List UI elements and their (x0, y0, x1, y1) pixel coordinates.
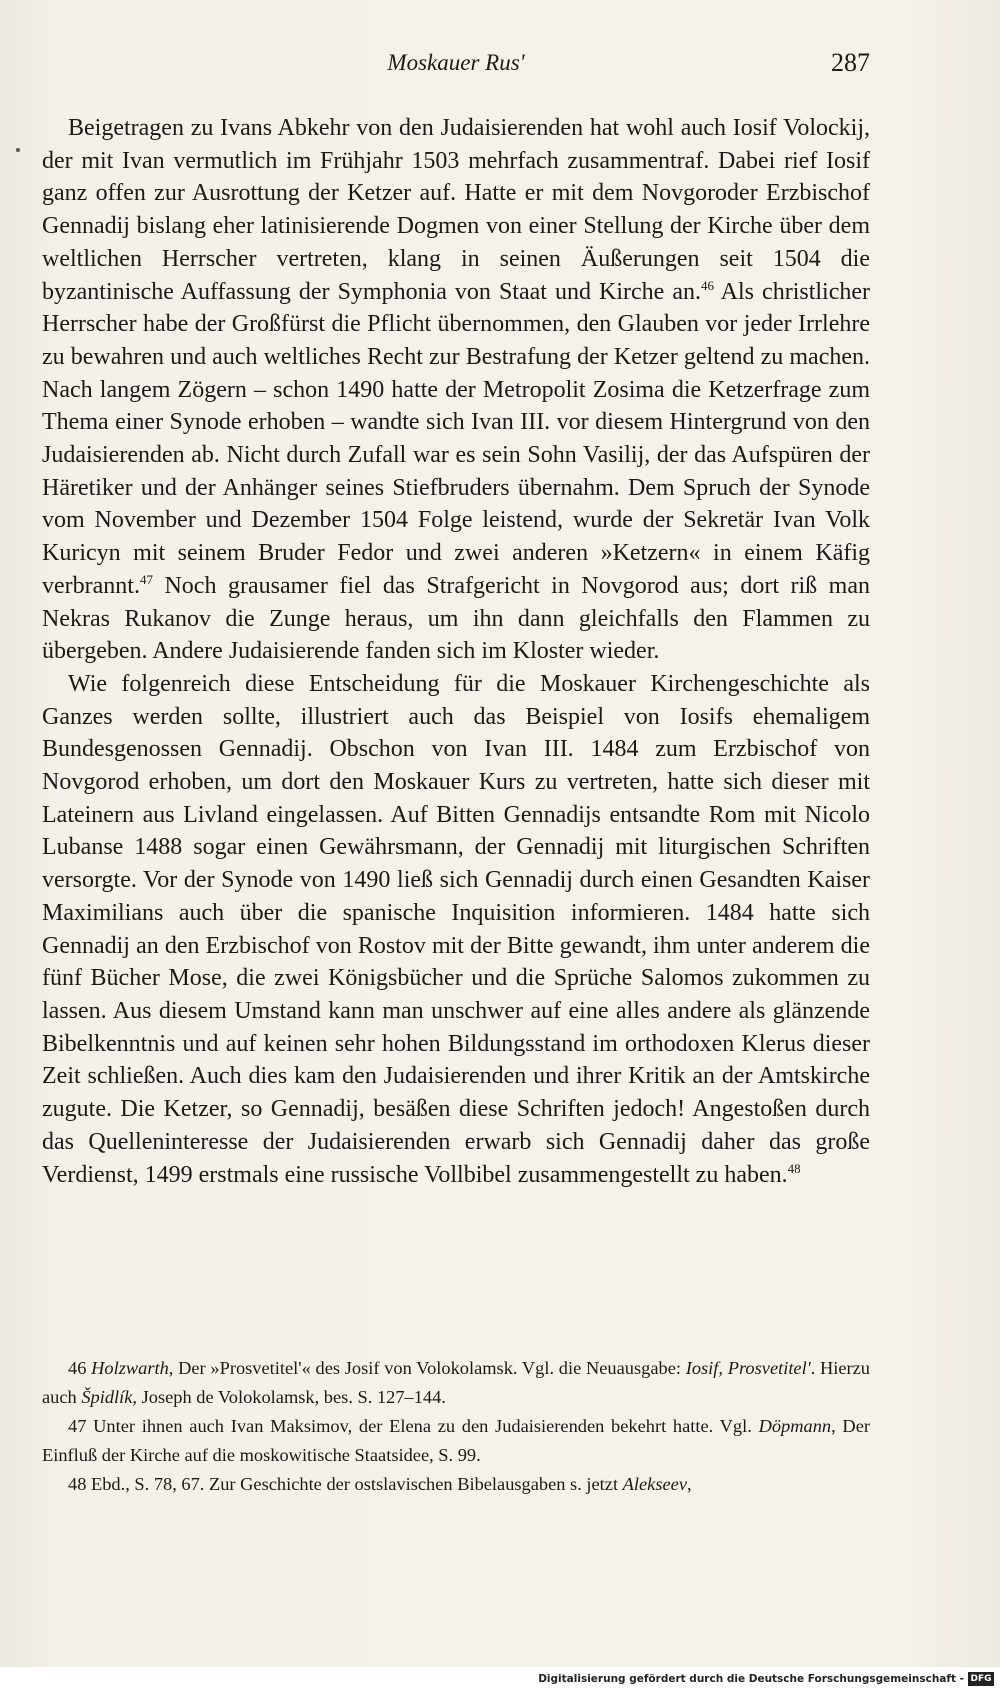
paragraph-1-text-a: Beigetragen zu Ivans Abkehr von den Judaisierenden hat wohl auch Iosif Volockij, der mit Ivan vermutlich im Frühjahr 1503 mehrfach zusammentraf. Dabei rief Iosif ganz offen zur Ausrottung der Ketzer auf. Hatte er mit dem Novgoroder Erzbischof Gennadij bislang eher latinisierende Dogmen von einer Stellung der Kirche über dem weltlichen Herrscher vertreten, klang in seinen Äußerungen seit 1504 die byzantinische Auffassung der Symphonia von Staat und Kirche an. (42, 115, 870, 305)
footnote-author: Holzwarth (91, 1358, 169, 1378)
footnote-author: Döpmann (758, 1416, 832, 1436)
footnote-text: , Der Einfluß der Kirche auf die moskowitische Staatsidee, S. 99. (42, 1416, 870, 1465)
paragraph-2-text: Wie folgenreich diese Entscheidung für die Moskauer Kirchengeschichte als Ganzes werden sollte, illustriert auch das Beispiel von Iosifs ehemaligem Bundesgenossen Gennadij. Obschon von Ivan III. 1484 zum Erzbischof von Novgorod erhoben, um dort den Moskauer Kurs zu vertreten, hatte sich dieser mit Lateinern aus Livland eingelassen. Auf Bitten Gennadijs entsandte Rom mit Nicolo Lubanse 1488 sogar einen Gewährsmann, der Gennadij mit liturgischen Schriften versorgte. Vor der Synode von 1490 ließ sich Gennadij durch einen Gesandten Kaiser Maximilians auch über die spanische Inquisition informieren. 1484 hatte sich Gennadij an den Erzbischof von Rostov mit der Bitte gewandt, ihm unter anderem die fünf Bücher Mose, die zwei Königsbücher und die Sprüche Salomos zukommen zu lassen. Aus diesem Umstand kann man unschwer auf eine alles andere als glänzende Bibelkenntnis und auf keinen sehr hohen Bildungsstand im orthodoxen Klerus dieser Zeit schließen. Auch dies kam den Judaisierenden und ihrer Kritik an der Amtskirche zugute. Die Ketzer, so Gennadij, besäßen diese Schriften jedoch! Angestoßen durch das Quelleninteresse der Judaisierenden erwarb sich Gennadij daher das große Verdienst, 1499 erstmals eine russische Vollbibel zusammengestellt zu haben. (42, 670, 870, 1188)
footnote-number: 48 (68, 1474, 87, 1494)
footnote-46 (42, 1354, 870, 1412)
footnotes (42, 1354, 870, 1499)
digitization-footer (0, 1667, 1000, 1689)
footnote-text: Unter ihnen auch Ivan Maksimov, der Elena zu den Judaisierenden bekehrt hatte. Vgl. (86, 1416, 759, 1436)
footnote-ref-46[interactable]: 46 (700, 277, 714, 293)
footnote-text: . Hierzu auch (42, 1358, 870, 1407)
footnote-author: Alekseev (622, 1474, 687, 1494)
paragraph-2 (42, 668, 870, 1191)
footnote-text: Ebd., S. 78, 67. Zur Geschichte der ostslavischen Bibelausgaben s. jetzt (86, 1474, 623, 1494)
funding-notice: Digitalisierung gefördert durch die Deutsche Forschungsgemeinschaft - (538, 1673, 964, 1685)
page-number: 287 (831, 48, 870, 77)
running-title: Moskauer Rus' (387, 50, 525, 75)
paragraph-1-text-b: Als christlicher Herrscher habe der Großfürst die Pflicht übernommen, den Glauben vor jeder Irrlehre zu bewahren und auch weltliches Recht zur Bestrafung der Ketzer geltend zu machen. Nach langem Zögern – schon 1490 hatte der Metropolit Zosima die Ketzerfrage zum Thema einer Synode erhoben – wandte sich Ivan III. vor diesem Hintergrund von den Judaisierenden ab. Nicht durch Zufall war es sein Sohn Vasilij, der das Aufspüren der Häretiker und der Anhänger seines Stiefbruders übernahm. Dem Spruch der Synode vom November und Dezember 1504 Folge leistend, wurde der Sekretär Ivan Volk Kuricyn mit seinem Bruder Fedor und zwei anderen »Ketzern« in einem Käfig verbrannt. (42, 278, 871, 599)
main-text (42, 112, 870, 1191)
footnote-text: , Der »Prosvetitel'« des Josif von Volokolamsk. Vgl. die Neuausgabe: (168, 1358, 686, 1378)
footnote-48 (42, 1470, 870, 1499)
paragraph-1 (42, 112, 870, 668)
footnote-number: 47 (68, 1416, 87, 1436)
dfg-logo: DFG (968, 1672, 994, 1686)
page-header (42, 50, 870, 86)
paragraph-1-text-c: Noch grausamer fiel das Strafgericht in Novgorod aus; dort riß man Nekras Rukanov die Zunge heraus, um ihn dann gleichfalls den Flammen zu übergeben. Andere Judaisierende fanden sich im Kloster wieder. (42, 572, 870, 665)
footnote-author: Špidlík (81, 1387, 133, 1407)
footnote-title: Iosif, Prosvetitel' (685, 1358, 811, 1378)
footnote-ref-47[interactable]: 47 (139, 571, 153, 587)
footnote-ref-48[interactable]: 48 (787, 1160, 801, 1176)
footnote-text: , Joseph de Volokolamsk, bes. S. 127–144. (132, 1387, 446, 1407)
footnote-47 (42, 1412, 870, 1470)
margin-mark (16, 148, 20, 152)
footnote-number: 46 (68, 1358, 87, 1378)
footnote-text: , (687, 1474, 692, 1494)
